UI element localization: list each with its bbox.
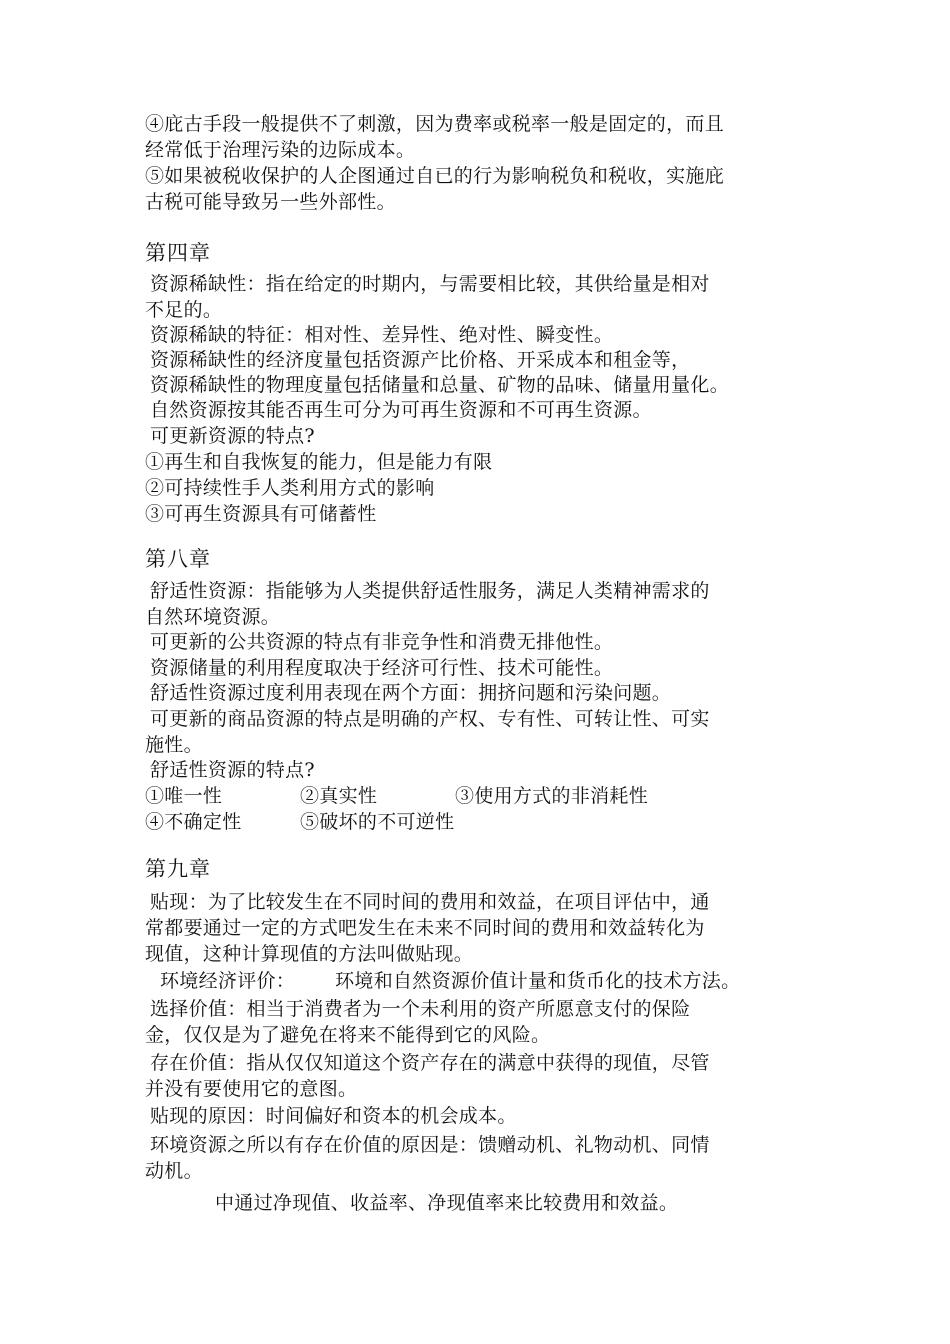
- text-line: 资源稀缺性：指在给定的时期内，与需要相比较，其供给量是相对: [150, 273, 710, 295]
- list-item: ⑤破坏的不可逆性: [300, 811, 455, 833]
- text-line: 存在价值：指从仅仅知道这个资产存在的满意中获得的现值，尽管: [150, 1052, 710, 1074]
- text-line: 不足的。: [145, 299, 223, 321]
- text-line: 可更新的商品资源的特点是明确的产权、专有性、可转让性、可实: [150, 708, 710, 730]
- text-line: 环境资源之所以有存在价值的原因是：馈赠动机、礼物动机、同情: [150, 1134, 710, 1156]
- text-line: 动机。: [145, 1160, 203, 1182]
- text-line: 古税可能导致另一些外部性。: [145, 191, 396, 213]
- text-line: 资源稀缺的特征：相对性、差异性、绝对性、瞬变性。: [150, 324, 614, 346]
- chapter-heading: 第八章: [145, 547, 211, 571]
- text-line: 可更新的公共资源的特点有非竞争性和消费无排他性。: [150, 631, 614, 653]
- list-item: ①再生和自我恢复的能力，但是能力有限: [145, 451, 493, 473]
- text-line: 可更新资源的特点?: [150, 425, 315, 447]
- chapter-heading: 第四章: [145, 241, 211, 265]
- text-line: [160, 968, 825, 994]
- feature-row: [145, 783, 810, 809]
- text-line: 自然资源按其能否再生可分为可再生资源和不可再生资源。: [150, 399, 652, 421]
- list-item: ④不确定性: [145, 811, 242, 833]
- text-line: 资源稀缺性的物理度量包括储量和总量、矿物的品味、储量用量化。: [150, 374, 730, 396]
- list-item: ①唯一性: [145, 785, 223, 807]
- text-line: 资源储量的利用程度取决于经济可行性、技术可能性。: [150, 657, 614, 679]
- text-line: ⑤如果被税收保护的人企图通过自已的行为影响税负和税收，实施庇: [145, 165, 725, 187]
- text-line: 施性。: [145, 734, 203, 756]
- list-item: ②可持续性手人类利用方式的影响: [145, 477, 435, 499]
- text-line: ④庇古手段一般提供不了刺激，因为费率或税率一般是固定的，而且: [145, 113, 725, 135]
- text-line: 金，仅仅是为了避免在将来不能得到它的风险。: [145, 1024, 551, 1046]
- list-item: ③使用方式的非消耗性: [455, 785, 649, 807]
- text-line: 资源稀缺性的经济度量包括资源产比价格、开采成本和租金等，: [150, 349, 691, 371]
- term-label: 环境经济评价：: [160, 970, 296, 992]
- text-line: 选择价值：相当于消费者为一个未利用的资产所愿意支付的保险: [150, 998, 691, 1020]
- text-line: 舒适性资源过度利用表现在两个方面：拥挤问题和污染问题。: [150, 682, 672, 704]
- list-item: ③可再生资源具有可储蓄性: [145, 503, 377, 525]
- term-definition: 环境和自然资源价值计量和货币化的技术方法。: [335, 970, 741, 992]
- feature-row: [145, 809, 810, 835]
- text-line: 贴现：为了比较发生在不同时间的费用和效益，在项目评估中，通: [150, 891, 710, 913]
- text-line: 常都要通过一定的方式吧发生在未来不同时间的费用和效益转化为: [145, 917, 705, 939]
- text-line: 舒适性资源：指能够为人类提供舒适性服务，满足人类精神需求的: [150, 580, 710, 602]
- chapter-heading: 第九章: [145, 857, 211, 881]
- text-line: 经常低于治理污染的边际成本。: [145, 139, 416, 161]
- list-item: ②真实性: [300, 785, 378, 807]
- text-line: 贴现的原因：时间偏好和资本的机会成本。: [150, 1105, 517, 1127]
- text-line: 现值，这种计算现值的方法叫做贴现。: [145, 943, 474, 965]
- text-line: 中通过净现值、收益率、净现值率来比较费用和效益。: [215, 1192, 679, 1214]
- text-line: 并没有要使用它的意图。: [145, 1078, 358, 1100]
- text-line: 自然环境资源。: [145, 606, 281, 628]
- text-line: 舒适性资源的特点?: [150, 759, 315, 781]
